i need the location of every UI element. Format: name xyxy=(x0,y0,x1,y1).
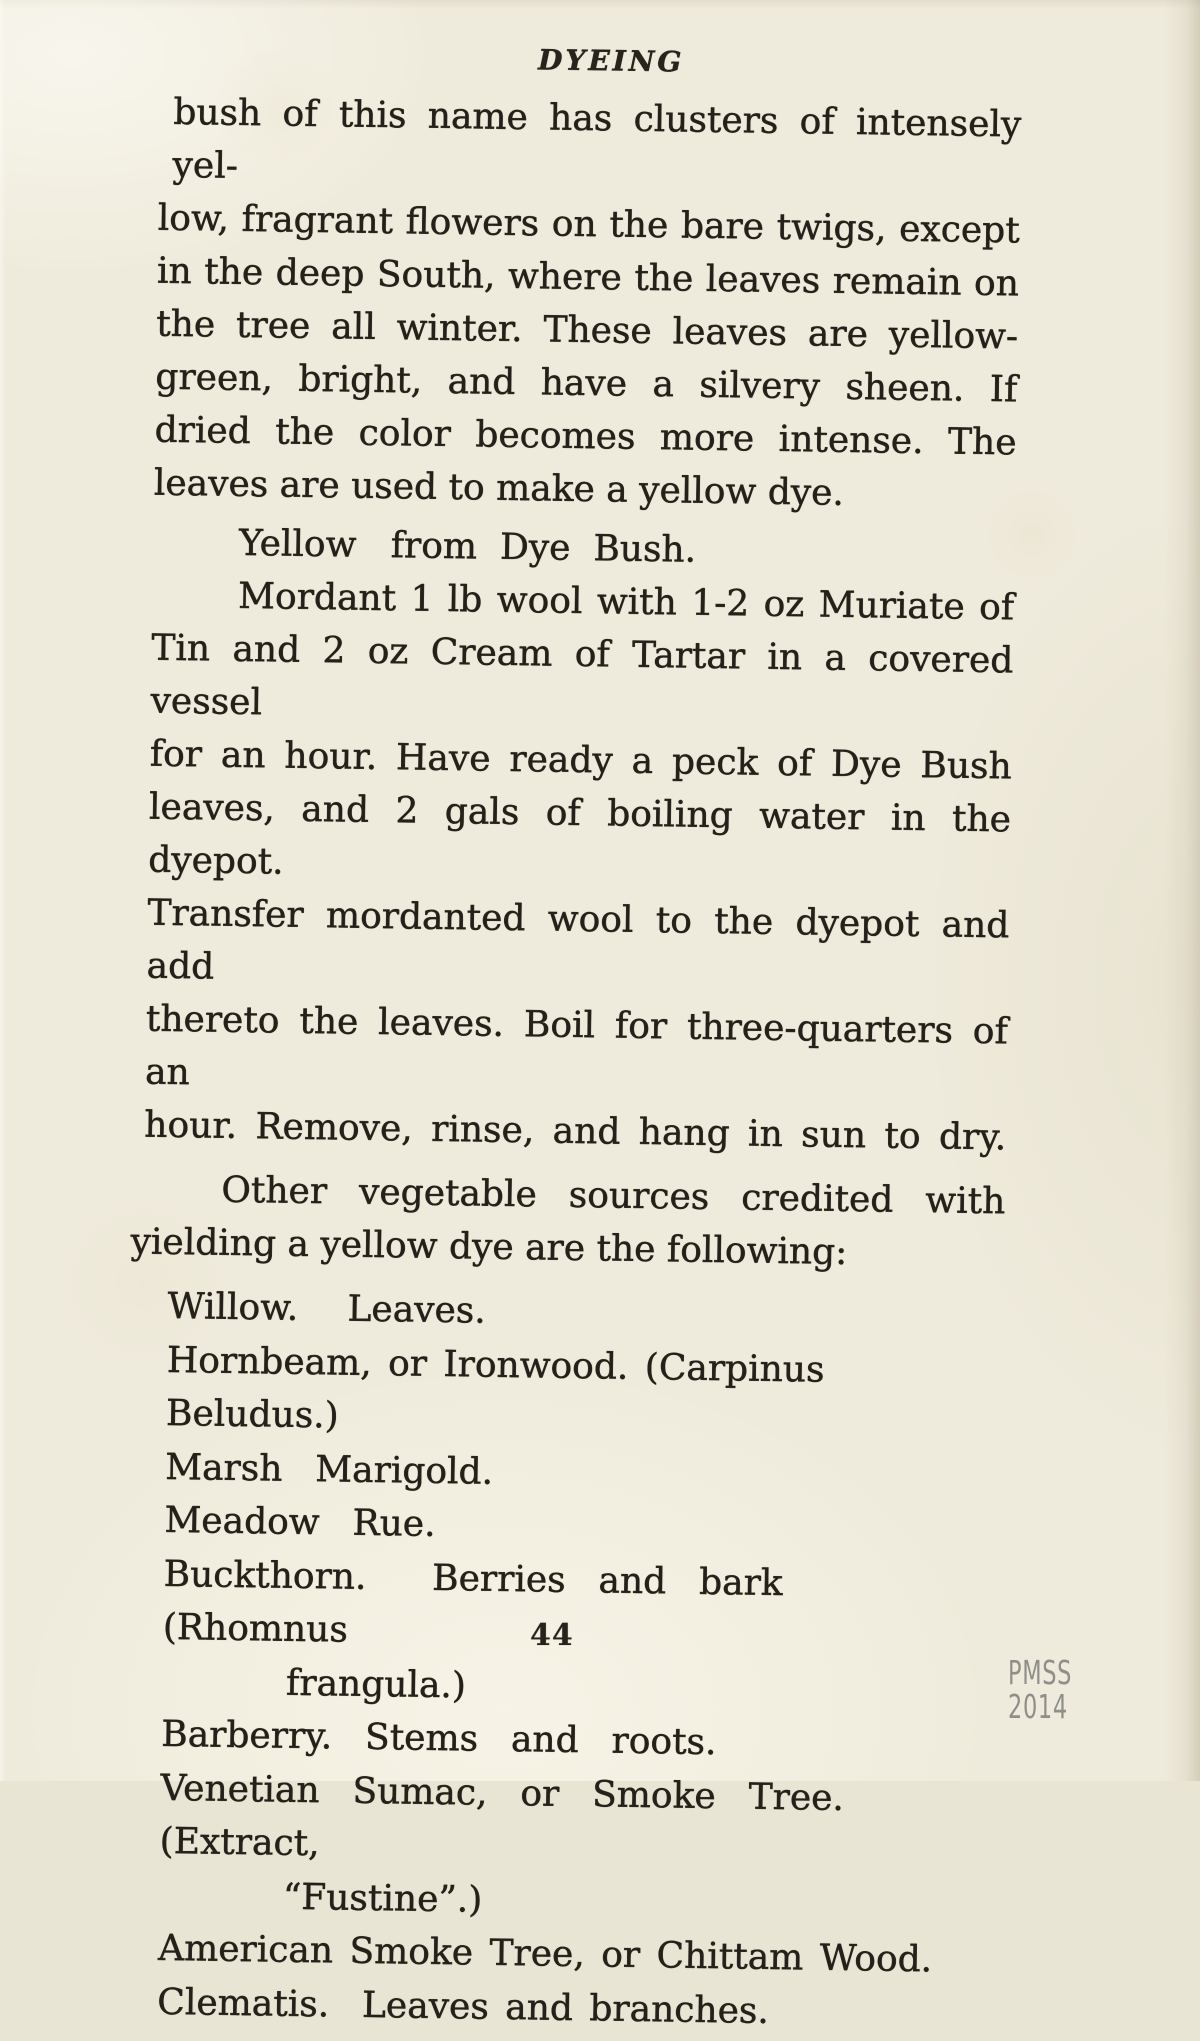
text-line: hour. Remove, rinse, and hang in sun to dry. xyxy=(144,1104,1007,1159)
list-item-meadow-rue: Meadow Rue. xyxy=(164,1499,436,1545)
text-line: Transfer mordanted wool to the dyepot and add xyxy=(146,892,1010,988)
text-line: low, fragrant flowers on the bare twigs, except xyxy=(157,197,1021,252)
text-line: dried the color becomes more intense. The xyxy=(154,409,1017,464)
paragraph-other-sources xyxy=(130,1163,1006,1282)
pmss-watermark: PMSS 2014 xyxy=(1008,1653,1073,1726)
dye-source-list xyxy=(131,1280,1004,2041)
text-line: leaves, and 2 gals of boiling water in the dyepot. xyxy=(147,786,1012,883)
list-item-clematis: Clematis. Leaves and branches. xyxy=(157,1981,770,2032)
page-content xyxy=(131,0,1023,2041)
section-heading-yellow-from-dye-bush: Yellow from Dye Bush. xyxy=(238,522,697,571)
list-item-barberry: Barberry. Stems and roots. xyxy=(161,1713,717,1764)
text-line: bush of this name has clusters of intensely yel- xyxy=(172,91,1022,187)
text-line: Mordant 1 lb wool with 1-2 oz Muriate of xyxy=(237,575,1015,629)
list-item-hornbeam: Hornbeam, or Ironwood. (Carpinus Beludus.) xyxy=(165,1339,842,1437)
text-line: Other vegetable sources credited with xyxy=(221,1169,1006,1223)
list-item-american-smoke-tree: American Smoke Tree, or Chittam Wood. xyxy=(157,1927,933,1981)
text-line: Tin and 2 oz Cream of Tartar in a covered vessel xyxy=(150,627,1014,724)
list-item-venetian-sumac-continuation: “Fustine”.) xyxy=(282,1876,483,1921)
text-line: for an hour. Have ready a peck of Dye Bush xyxy=(149,733,1013,788)
text-line: yielding a yellow dye are the following: xyxy=(130,1221,848,1274)
running-header: DYEING xyxy=(537,43,685,79)
text-line: the tree all winter. These leaves are yellow- xyxy=(155,303,1019,358)
list-item-venetian-sumac: Venetian Sumac, or Smoke Tree. (Extract, xyxy=(159,1767,878,1865)
list-item-buckthorn-continuation: frangula.) xyxy=(285,1662,467,1706)
text-line: in the deep South, where the leaves remain on xyxy=(156,250,1020,305)
paragraph-dye-recipe xyxy=(144,569,1015,1165)
text-line: green, bright, and have a silvery sheen. If xyxy=(155,356,1018,411)
page-number: 44 xyxy=(530,1618,574,1653)
list-item-buckthorn: Buckthorn. Berries and bark (Rhomnus xyxy=(162,1553,833,1651)
text-line: leaves are used to make a yellow dye. xyxy=(153,462,845,514)
paragraph-dye-bush-description xyxy=(153,86,1021,523)
list-item-willow: Willow. Leaves. xyxy=(167,1285,487,1332)
list-item-marsh-marigold: Marsh Marigold. xyxy=(164,1446,494,1493)
text-line: thereto the leaves. Boil for three-quarters of an xyxy=(144,998,1009,1094)
